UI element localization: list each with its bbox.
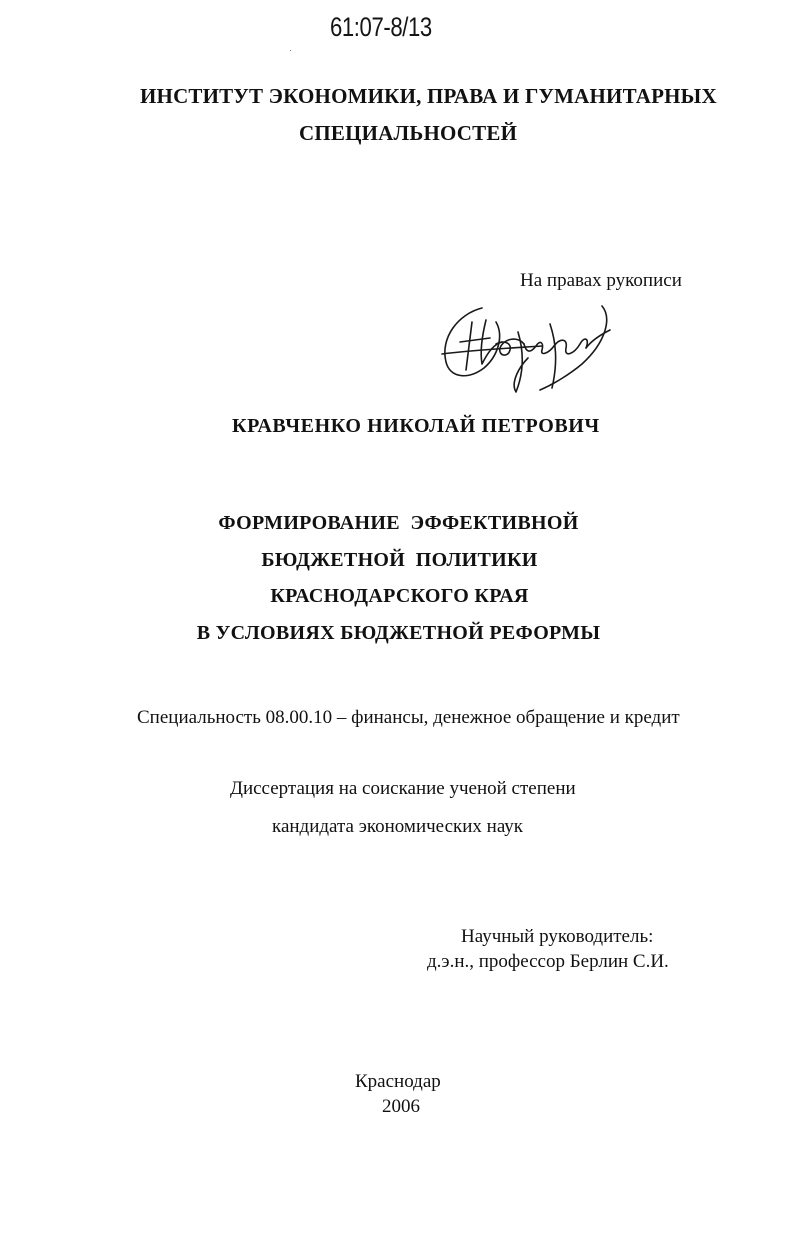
rights-note: На правах рукописи: [520, 270, 682, 291]
supervisor-label: Научный руководитель:: [461, 926, 654, 947]
catalog-number: 61:07-8/13: [330, 12, 432, 42]
city: Краснодар: [355, 1071, 441, 1092]
degree-line-1: Диссертация на соискание ученой степени: [230, 778, 576, 799]
specialty-line: Специальность 08.00.10 – финансы, денежное обращение и кредит: [137, 707, 680, 728]
handwritten-signature-icon: [432, 292, 632, 402]
dissertation-title-line-2: БЮДЖЕТНОЙ ПОЛИТИКИ: [261, 549, 538, 571]
scan-speck: [290, 50, 291, 51]
degree-line-2: кандидата экономических наук: [272, 816, 524, 837]
dissertation-title-line-3: КРАСНОДАРСКОГО КРАЯ: [270, 585, 529, 607]
year: 2006: [382, 1096, 420, 1117]
dissertation-title-line-1: ФОРМИРОВАНИЕ ЭФФЕКТИВНОЙ: [218, 512, 579, 534]
institute-name-line-2: СПЕЦИАЛЬНОСТЕЙ: [299, 121, 518, 145]
institute-name-line-1: ИНСТИТУТ ЭКОНОМИКИ, ПРАВА И ГУМАНИТАРНЫХ: [140, 84, 717, 108]
supervisor-name: д.э.н., профессор Берлин С.И.: [427, 951, 669, 972]
dissertation-title-line-4: В УСЛОВИЯХ БЮДЖЕТНОЙ РЕФОРМЫ: [196, 622, 601, 644]
author-name: КРАВЧЕНКО НИКОЛАЙ ПЕТРОВИЧ: [232, 415, 600, 437]
